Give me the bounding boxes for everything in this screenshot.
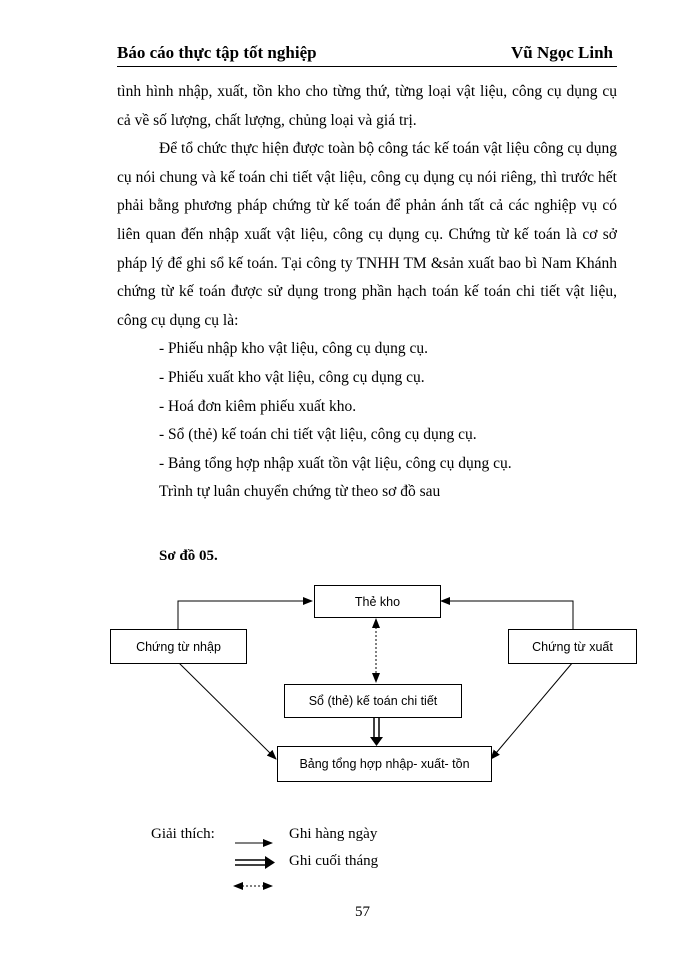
paragraph-1: tình hình nhập, xuất, tồn kho cho từng thứ, từng loại vật liệu, công cụ dụng cụ cả về số lượng, chất lượng, chủng loại và giá trị. (117, 83, 617, 129)
list-item: - Phiếu nhập kho vật liệu, công cụ dụng cụ. (159, 340, 429, 358)
box-so-the-ke-toan: Sổ (thẻ) kế toán chi tiết (284, 684, 462, 718)
legend-double-arrow-head (265, 856, 275, 869)
list-item: - Sổ (thẻ) kế toán chi tiết vật liệu, công cụ dụng cụ. (159, 426, 477, 444)
paragraph-2: Để tổ chức thực hiện được toàn bộ công tác kế toán vật liệu công cụ dụng cụ nói chung và kế toán chi tiết vật liệu, công cụ dụng cụ nói riêng, thì trước hết phải bằng phương pháp chứng từ kế toán để phản ánh tất cả các nghiệp vụ có liên quan đến nhập xuất vật liệu, công cụ dụng cụ. Chứng từ kế toán là cơ sở pháp lý để ghi sổ kế toán. Tại công ty TNHH TM &sản xuất bao bì Nam Khánh chứng từ kế toán được sử dụng trong phần hạch toán kế toán chi tiết vật liệu, công cụ dụng cụ là: (117, 140, 617, 329)
arrow-nhap-to-thekho (178, 601, 312, 629)
list-item: - Bảng tổng hợp nhập xuất tồn vật liệu, công cụ dụng cụ. (159, 454, 512, 472)
report-title: Báo cáo thực tập tốt nghiệp (117, 43, 317, 62)
page-number: 57 (355, 904, 370, 920)
legend-daily-text: Ghi hàng ngày (289, 826, 378, 842)
box-chung-tu-nhap: Chứng từ nhập (110, 629, 247, 664)
author-name: Vũ Ngọc Linh (510, 43, 613, 62)
arrow-sothe-to-bang-head (370, 737, 383, 746)
legend-label: Giải thích: (151, 826, 215, 842)
arrow-nhap-to-bang (178, 662, 276, 759)
list-item: - Phiếu xuất kho vật liệu, công cụ dụng cụ. (159, 368, 425, 386)
legend-monthly-text: Ghi cuối tháng (289, 853, 379, 869)
closing-line: Trình tự luân chuyển chứng từ theo sơ đồ sau (159, 483, 441, 501)
box-bang-tong-hop: Bảng tổng hợp nhập- xuất- tồn (277, 746, 492, 782)
arrow-xuat-to-thekho (441, 601, 573, 629)
box-the-kho: Thẻ kho (314, 585, 441, 618)
diagram-title: Sơ đồ 05. (159, 548, 218, 564)
list-item: - Hoá đơn kiêm phiếu xuất kho. (159, 397, 357, 415)
arrow-xuat-to-bang (491, 662, 573, 759)
box-chung-tu-xuat: Chứng từ xuất (508, 629, 637, 664)
